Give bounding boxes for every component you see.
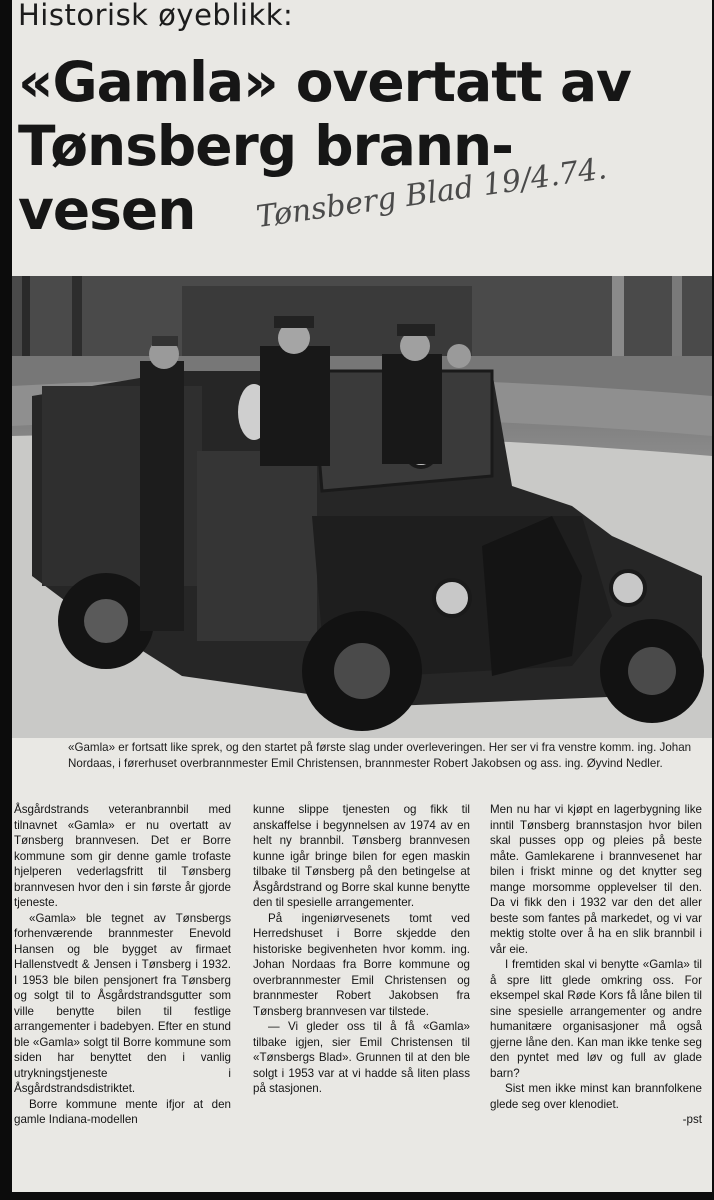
paragraph: Åsgårdstrands veteranbrannbil med tilnavnet «Gamla» er nu overtatt av Tønsberg brannvesen. Det er Borre kommune som gir denne gamle trofaste hjelperen vederlagsfritt til Tønsberg brannvesen hvor den i sin første år gjorde tjeneste. [14,803,231,909]
handwritten-source-note: Tønsberg Blad 19/4.74. [254,151,609,235]
paragraph: På ingeniørvesenets tomt ved Herredshuset i Borre skjedde den historiske begivenheten hvor komm. ing. Johan Nordaas fra Borre kommune og overbrannmester Emil Christensen og brannmester Robert Jakobsen fra Tønsberg brannvesen var tilstede. [253,911,470,1018]
fire-truck-photo [12,276,712,738]
paragraph: kunne slippe tjenesten og fikk til anskaffelse i begynnelsen av 1974 av en helt ny brannbil. Tønsberg brannvesen kunne igår bringe bilen for egen maskin tilbake til Tønsberg på den betingelse at Åsgårdstrand og Borre skal kunne benytte den til spesielle arrangementer. [253,803,470,909]
text-column-2 [253,802,470,1188]
paragraph: Men nu har vi kjøpt en lagerbygning like inntil Tønsberg brannstasjon hvor bilen skal pusses opp og pleies på beste måte. Gamlekarene i brannvesenet har bilen i friskt minne og det knytter seg mange morsomme opplevelser til den. Da vi fikk den i 1932 var den det aller beste som fantes på markedet, og vi var mektig stolte over å ha en slik brannbil i vår eie. [490,803,702,956]
photo-caption: «Gamla» er fortsatt like sprek, og den startet på første slag under overleveringen. Her ser vi fra venstre komm. ing. Johan Nordaas, i førerhuset overbrannmester Emil Christensen, brannmester Robert Jakobsen og ass. ing. Øyvind Nedler. [68,741,692,770]
paragraph: «Gamla» ble tegnet av Tønsbergs forhenværende brannmester Enevold Hansen og ble bygget av firmaet Hallenstvedt & Jensen i Tønsberg i 1932. I 1953 ble bilen pensjonert fra Tønsberg og solgt til to Åsgårdstrandsgutter som ville benytte bilen til festlige arrangementer i badebyen. Efter en stund ble «Gamla» solgt til Borre kommune som siden har benyttet den i vanlig utrykningstjeneste i Åsgårdstrandsdistriktet. [14,911,231,1095]
text-column-1 [14,802,231,1188]
headline-line-2: Tønsberg brann- [18,114,513,178]
article-kicker: Historisk øyeblikk: [18,0,294,32]
newspaper-clipping [12,0,712,1192]
text-column-3 [490,802,702,1188]
paragraph: Borre kommune mente ifjor at den gamle Indiana-modellen [14,1097,231,1126]
headline-line-1: «Gamla» overtatt av [18,50,631,114]
author-signature: -pst [682,1113,702,1126]
paragraph: I fremtiden skal vi benytte «Gamla» til å spre litt glede omkring oss. For eksempel skal Røde Kors få låne bilen til sine spesielle arrangementer og andre humanitære organisasjoner må også gjerne låne den. Kan man ikke tenke seg den pyntet med løv og full av glade barn? [490,958,702,1080]
headline-line-3: vesen [18,178,196,242]
paragraph: — Vi gleder oss til å få «Gamla» tilbake igjen, sier Emil Christensen til «Tønsbergs Blad». Grunnen til at den ble solgt i 1953 var at vi hadde så liten plass på stasjonen. [253,1020,470,1095]
vintage-fire-truck-photo-icon [12,276,712,738]
paragraph: Sist men ikke minst kan brannfolkene glede seg over klenodiet. [490,1082,702,1111]
